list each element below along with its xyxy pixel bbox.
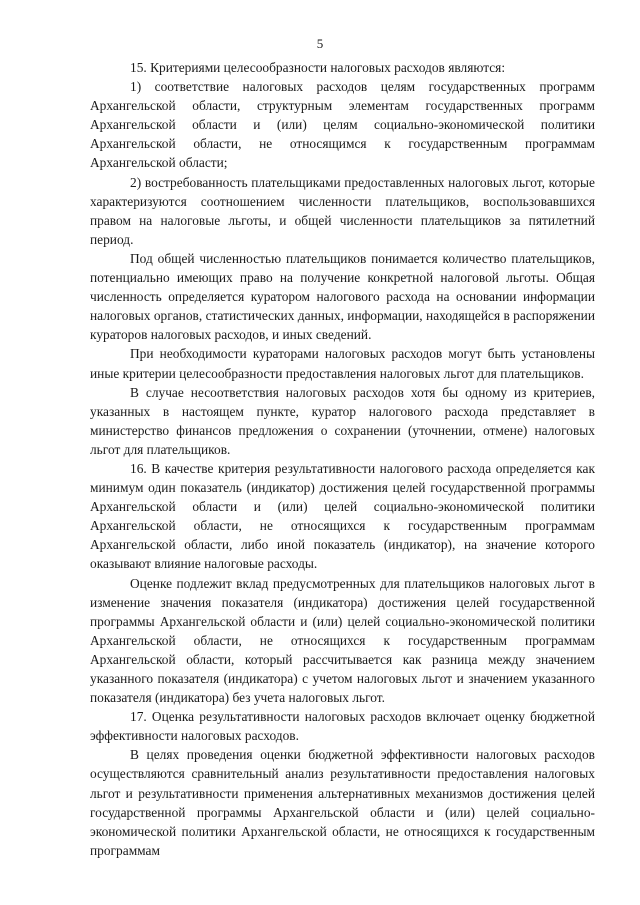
paragraph-total-payers: Под общей численностью плательщиков понимается количество плательщиков, потенциально имеющих право на получение конкретной налоговой льготы. Общая численность определяется куратором налогового расхода на основании информации налоговых органов, статистических данных, информации, находящейся в распоряжении кураторов налоговых расходов, и иных сведений. bbox=[90, 250, 595, 343]
document-body bbox=[90, 58, 595, 860]
paragraph-noncompliance: В случае несоответствия налоговых расходов хотя бы одному из критериев, указанных в настоящем пункте, куратор налогового расхода представляет в министерство финансов предложения о сохранении (уточнении, отмене) налоговых льгот для плательщиков. bbox=[90, 384, 595, 457]
paragraph-criterion-1: 1) соответствие налоговых расходов целям государственных программ Архангельской области, структурным элементам государственных программ Архангельской области и (или) целям социально-экономической политики Архангельской области, не относящимся к государственным программам Архангельской области; bbox=[90, 79, 595, 171]
paragraph-17: 17. Оценка результативности налоговых расходов включает оценку бюджетной эффективности налоговых расходов. bbox=[90, 709, 595, 744]
paragraph-budget-efficiency: В целях проведения оценки бюджетной эффективности налоговых расходов осуществляются сравнительный анализ результативности предоставления налоговых льгот и результативности применения альтернативных механизмов достижения целей государственной программы Архангельской области и (или) целей социально-экономической политики Архангельской области, не относящихся к государственным программам bbox=[90, 747, 595, 858]
page-number: 5 bbox=[316, 36, 324, 51]
paragraph-assessment: Оценке подлежит вклад предусмотренных для плательщиков налоговых льгот в изменение значения показателя (индикатора) достижения целей государственной программы Архангельской области и (или) целей социально-экономической политики Архангельской области, не относящихся к государственным программам Архангельской области, который рассчитывается как разница между значением указанного показателя (индикатора) с учетом налоговых льгот и значением указанного показателя (индикатора) без учета налоговых льгот. bbox=[90, 575, 595, 706]
paragraph-other-criteria: При необходимости кураторами налоговых расходов могут быть установлены иные критерии целесообразности предоставления налоговых льгот для плательщиков. bbox=[90, 346, 595, 381]
paragraph-15-heading: 15. Критериями целесообразности налоговых расходов являются: bbox=[130, 60, 506, 75]
paragraph-16: 16. В качестве критерия результативности налогового расхода определяется как минимум один показатель (индикатор) достижения целей государственной программы Архангельской области и (или) целей социально-экономической политики Архангельской области, не относящихся к государственным программам Архангельской области, либо иной показатель (индикатор), на значение которого оказывают влияние налоговые расходы. bbox=[90, 460, 595, 572]
paragraph-criterion-2: 2) востребованность плательщиками предоставленных налоговых льгот, которые характеризуются соотношением численности плательщиков, воспользовавшихся правом на налоговые льготы, и общей численности плательщиков за пятилетний период. bbox=[90, 174, 595, 247]
